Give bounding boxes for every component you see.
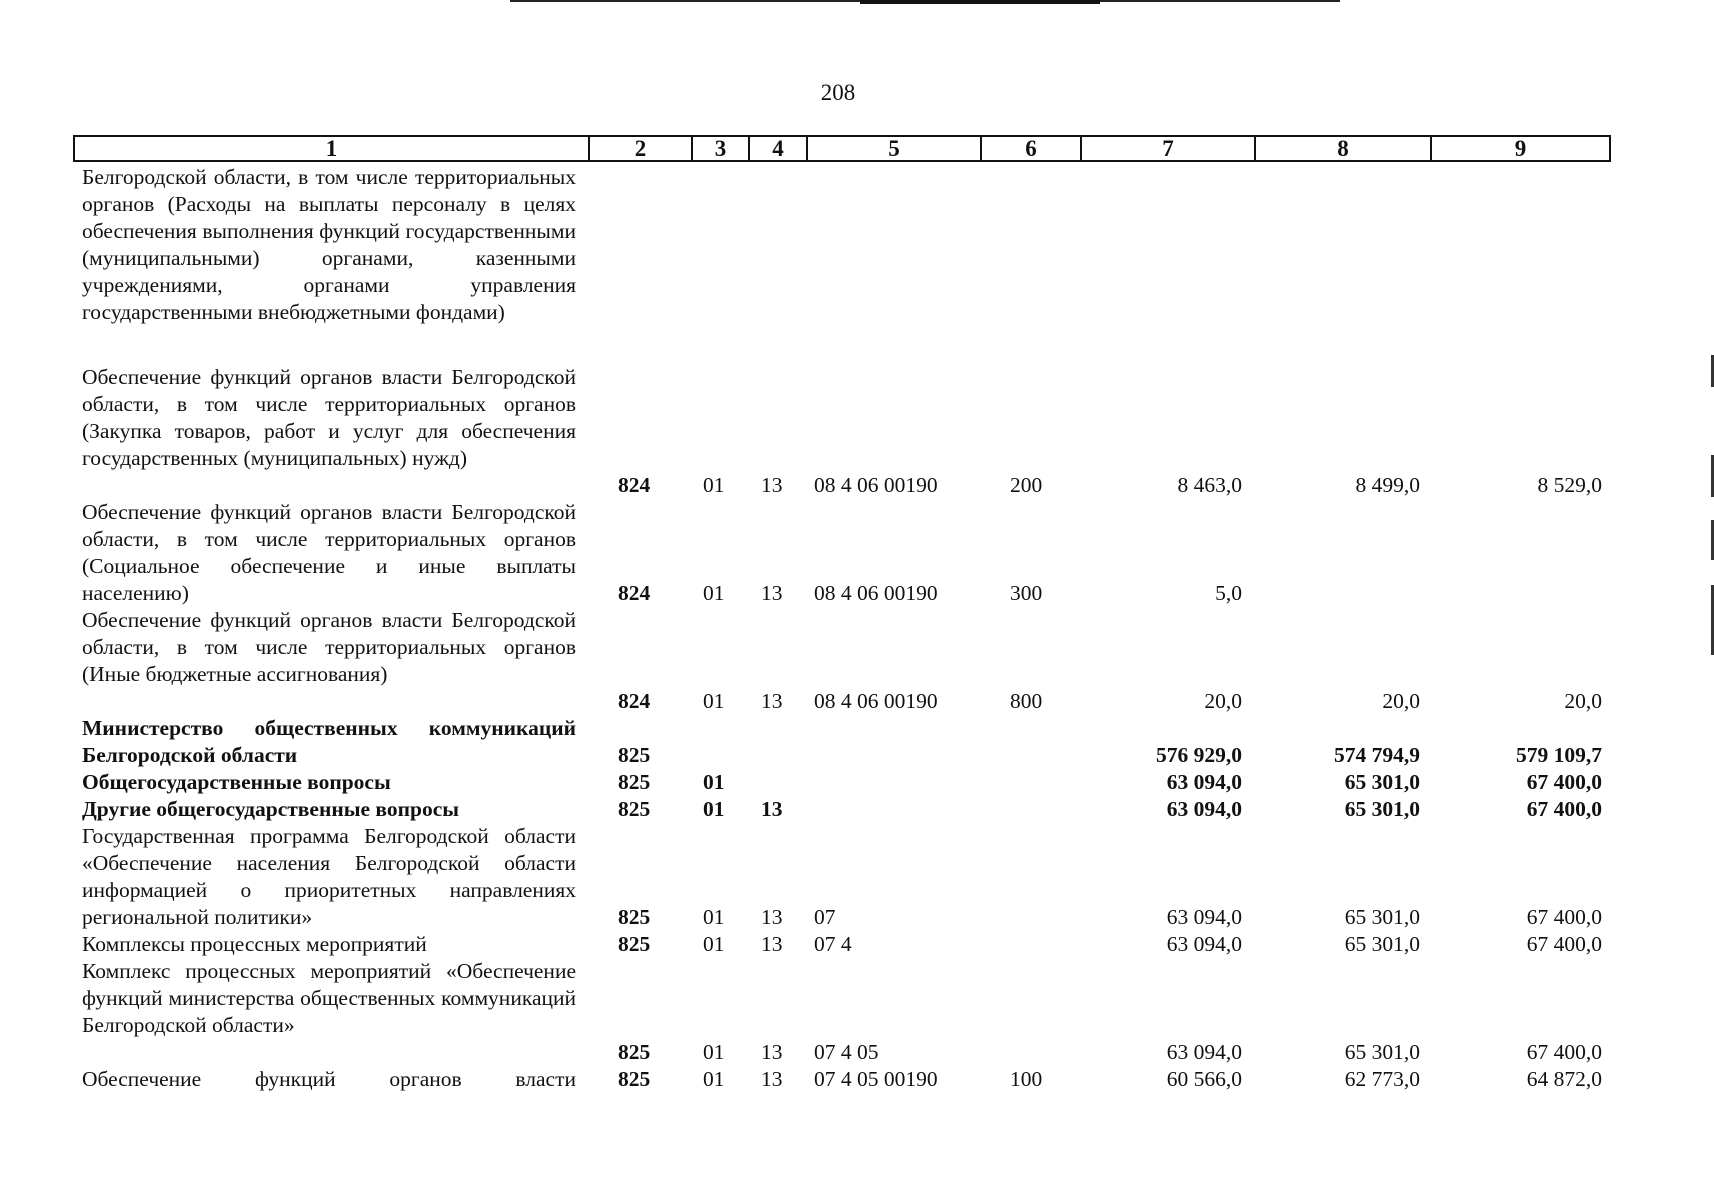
row-name: Обеспечение функций органов власти Белгородской области, в том числе территориальных органов (Закупка товаров, работ и услуг для обеспечения государственных (муниципальных) нужд) [82, 365, 576, 470]
cell-target-article: 07 [814, 905, 836, 929]
row-name: Обеспечение функций органов власти [82, 1067, 576, 1091]
cell-ministry-code: 825 [618, 905, 651, 929]
cell-amount-7: 63 094,0 [1166, 932, 1242, 956]
cell-ministry-code: 825 [618, 797, 651, 821]
cell-expense-type: 200 [1010, 473, 1043, 497]
row-name: Комплексы процессных мероприятий [82, 932, 427, 956]
cell-amount-8: 65 301,0 [1344, 905, 1420, 929]
cell-expense-type: 300 [1010, 581, 1043, 605]
cell-subsection: 13 [761, 1067, 783, 1091]
cell-ministry-code: 825 [618, 932, 651, 956]
cell-amount-9: 67 400,0 [1526, 1040, 1602, 1064]
cell-target-article: 07 4 [814, 932, 852, 956]
cell-amount-7: 63 094,0 [1166, 905, 1242, 929]
row-name: Обеспечение функций органов власти Белгородской области, в том числе территориальных органов (Иные бюджетные ассигнования) [82, 608, 576, 686]
cell-expense-type: 800 [1010, 689, 1043, 713]
cell-amount-7: 63 094,0 [1166, 797, 1242, 821]
cell-amount-9: 20,0 [1564, 689, 1602, 713]
cell-amount-9: 67 400,0 [1526, 905, 1602, 929]
header-col-8: 8 [1254, 137, 1430, 160]
row-name: Министерство общественных коммуникаций Белгородской области [82, 716, 576, 767]
header-col-6: 6 [980, 137, 1080, 160]
cell-section: 01 [703, 1040, 725, 1064]
cell-subsection: 13 [761, 797, 783, 821]
cell-section: 01 [703, 689, 725, 713]
cell-amount-7: 63 094,0 [1166, 1040, 1242, 1064]
cell-expense-type: 100 [1010, 1067, 1043, 1091]
cell-target-article: 08 4 06 00190 [814, 689, 938, 713]
cell-amount-7: 576 929,0 [1156, 743, 1242, 767]
cell-amount-7: 63 094,0 [1166, 770, 1242, 794]
header-col-2: 2 [588, 137, 691, 160]
header-col-7: 7 [1080, 137, 1254, 160]
cell-ministry-code: 825 [618, 1040, 651, 1064]
row-name: Другие общегосударственные вопросы [82, 797, 460, 821]
cell-amount-8: 65 301,0 [1344, 797, 1420, 821]
cell-subsection: 13 [761, 905, 783, 929]
cell-amount-7: 8 463,0 [1177, 473, 1242, 497]
cell-section: 01 [703, 473, 725, 497]
cell-amount-8: 574 794,9 [1334, 743, 1420, 767]
header-col-4: 4 [748, 137, 806, 160]
table-header [73, 135, 1611, 162]
row-name: Общегосударственные вопросы [82, 770, 391, 794]
cell-subsection: 13 [761, 932, 783, 956]
cell-amount-8: 65 301,0 [1344, 932, 1420, 956]
cell-amount-9: 64 872,0 [1526, 1067, 1602, 1091]
cell-subsection: 13 [761, 473, 783, 497]
cell-ministry-code: 825 [618, 1067, 651, 1091]
page-number: 208 [820, 80, 856, 105]
cell-section: 01 [703, 932, 725, 956]
cell-amount-9: 67 400,0 [1526, 932, 1602, 956]
cell-section: 01 [703, 797, 725, 821]
cell-target-article: 08 4 06 00190 [814, 581, 938, 605]
cell-section: 01 [703, 581, 725, 605]
cell-amount-9: 67 400,0 [1526, 797, 1602, 821]
cell-ministry-code: 824 [618, 581, 651, 605]
cell-subsection: 13 [761, 689, 783, 713]
cell-amount-8: 62 773,0 [1344, 1067, 1420, 1091]
cell-target-article: 07 4 05 00190 [814, 1067, 938, 1091]
cell-amount-7: 60 566,0 [1166, 1067, 1242, 1091]
cell-amount-9: 67 400,0 [1526, 770, 1602, 794]
cell-amount-7: 5,0 [1215, 581, 1242, 605]
scan-top-border-thick [860, 0, 1100, 4]
row-name: Обеспечение функций органов власти Белгородской области, в том числе территориальных органов (Социальное обеспечение и иные выплаты населению) [82, 500, 576, 605]
row-name: Комплекс процессных мероприятий «Обеспечение функций министерства общественных коммуникаций Белгородской области» [82, 959, 576, 1037]
cell-section: 01 [703, 1067, 725, 1091]
cell-amount-8: 65 301,0 [1344, 1040, 1420, 1064]
cell-ministry-code: 824 [618, 473, 651, 497]
cell-section: 01 [703, 770, 725, 794]
header-col-5: 5 [806, 137, 980, 160]
cell-amount-8: 20,0 [1382, 689, 1420, 713]
cell-amount-8: 8 499,0 [1355, 473, 1420, 497]
cell-target-article: 07 4 05 [814, 1040, 879, 1064]
cell-subsection: 13 [761, 581, 783, 605]
header-col-3: 3 [691, 137, 748, 160]
cell-subsection: 13 [761, 1040, 783, 1064]
cell-amount-7: 20,0 [1204, 689, 1242, 713]
cell-amount-9: 8 529,0 [1537, 473, 1602, 497]
cell-amount-9: 579 109,7 [1516, 743, 1602, 767]
header-col-9: 9 [1430, 137, 1609, 160]
cell-amount-8: 65 301,0 [1344, 770, 1420, 794]
cell-ministry-code: 824 [618, 689, 651, 713]
cell-ministry-code: 825 [618, 770, 651, 794]
cell-target-article: 08 4 06 00190 [814, 473, 938, 497]
row-name: Государственная программа Белгородской области «Обеспечение населения Белгородской области информацией о приоритетных направлениях региональной политики» [82, 824, 576, 929]
cell-section: 01 [703, 905, 725, 929]
header-col-1: 1 [325, 136, 338, 161]
cell-ministry-code: 825 [618, 743, 651, 767]
row-name: Белгородской области, в том числе территориальных органов (Расходы на выплаты персоналу в целях обеспечения выполнения функций государственными (муниципальными) органами, казенными учреждениями, органами управления государственными внебюджетными фондами) [82, 165, 576, 324]
